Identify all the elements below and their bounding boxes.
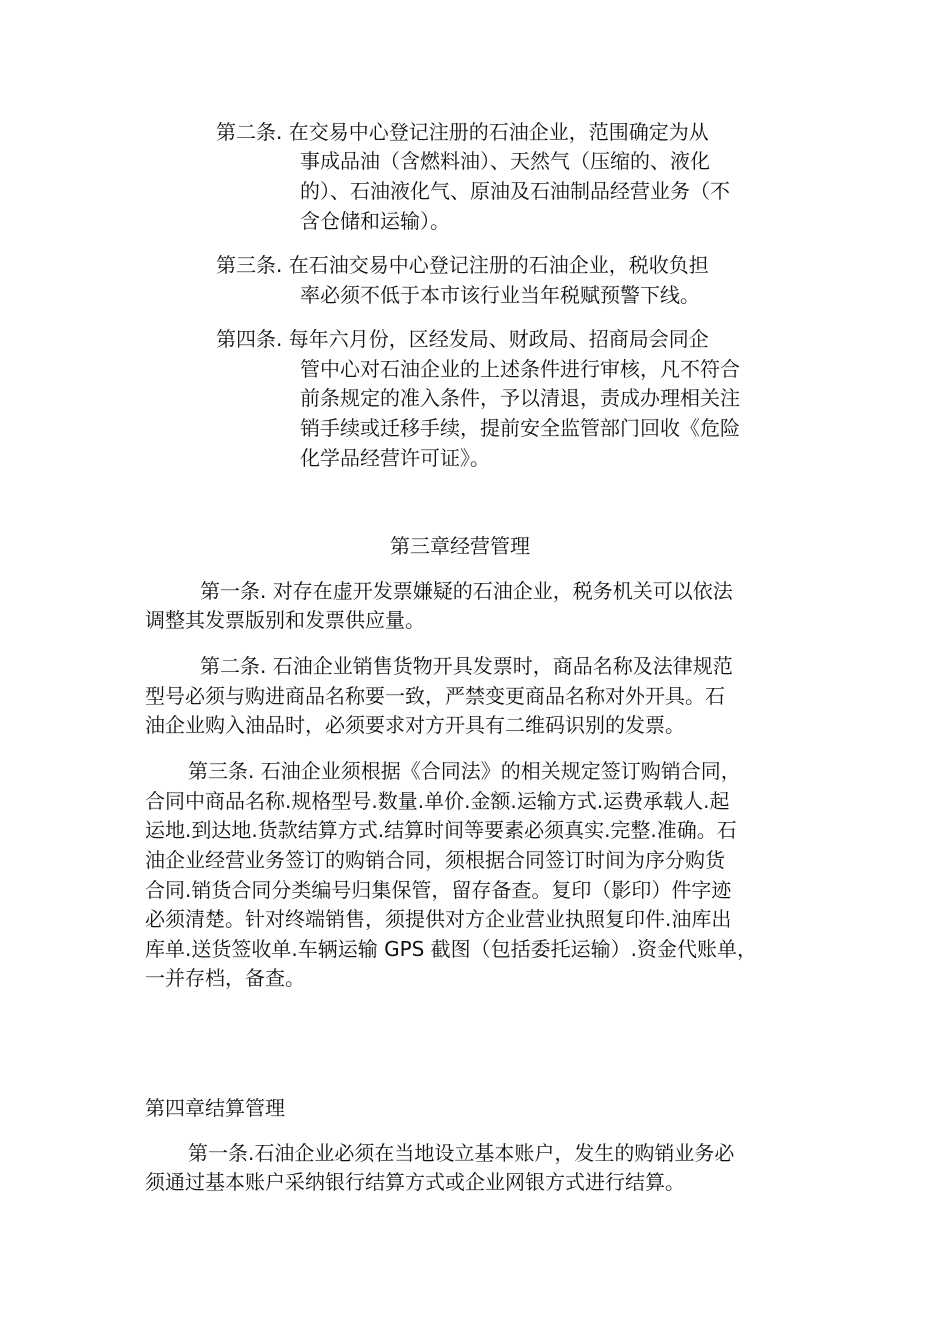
text-line: 第一条.石油企业必须在当地设立基本账户，发生的购销业务必 <box>188 1141 735 1165</box>
text-line: 第三条. 在石油交易中心登记注册的石油企业，税收负担 <box>216 253 709 277</box>
text-line: 库单.送货签收单.车辆运输 GPS 截图（包括委托运输）.资金代账单， <box>145 937 758 961</box>
text-line: 须通过基本账户采纳银行结算方式或企业网银方式进行结算。 <box>145 1170 685 1194</box>
text-line: 事成品油（含燃料油）、天然气（压缩的、液化 <box>300 149 710 173</box>
text-line: 销手续或迁移手续，提前安全监管部门回收《危险 <box>300 416 740 440</box>
text-line: 合同.销货合同分类编号归集保管，留存备查。复印（影印）件字迹 <box>145 878 732 902</box>
text-line: 的）、石油液化气、原油及石油制品经营业务（不 <box>300 179 730 203</box>
text-line: 油企业购入油品时，必须要求对方开具有二维码识别的发票。 <box>145 713 685 737</box>
text-line: 第二条. 石油企业销售货物开具发票时，商品名称及法律规范 <box>200 654 733 678</box>
text-line: 合同中商品名称.规格型号.数量.单价.金额.运输方式.运费承载人.起 <box>145 789 730 813</box>
text-line: 油企业经营业务签订的购销合同，须根据合同签订时间为序分购货 <box>145 848 725 872</box>
text-line: 率必须不低于本市该行业当年税赋预警下线。 <box>300 283 700 307</box>
text-line: 第三条. 石油企业须根据《合同法》的相关规定签订购销合同， <box>188 759 741 783</box>
text-line: 运地.到达地.货款结算方式.结算时间等要素必须真实.完整.准确。石 <box>145 818 737 842</box>
text-line: 含仓储和运输）。 <box>300 209 450 233</box>
chapter-4-heading: 第四章结算管理 <box>145 1096 285 1120</box>
text-line: 化学品经营许可证》。 <box>300 446 490 470</box>
chapter-3-heading: 第三章经营管理 <box>390 534 530 558</box>
text-line: 调整其发票版别和发票供应量。 <box>145 608 425 632</box>
text-line: 第一条. 对存在虚开发票嫌疑的石油企业，税务机关可以依法 <box>200 579 733 603</box>
text-line: 第二条. 在交易中心登记注册的石油企业，范围确定为从 <box>216 120 709 144</box>
text-line: 管中心对石油企业的上述条件进行审核，凡不符合 <box>300 357 740 381</box>
text-line: 一并存档，备查。 <box>145 966 305 990</box>
text-line: 第四条. 每年六月份，区经发局、财政局、招商局会同企 <box>216 327 709 351</box>
text-line: 型号必须与购进商品名称要一致，严禁变更商品名称对外开具。石 <box>145 684 725 708</box>
text-line: 必须清楚。针对终端销售，须提供对方企业营业执照复印件.油库出 <box>145 907 732 931</box>
text-line: 前条规定的准入条件，予以清退，责成办理相关注 <box>300 386 740 410</box>
